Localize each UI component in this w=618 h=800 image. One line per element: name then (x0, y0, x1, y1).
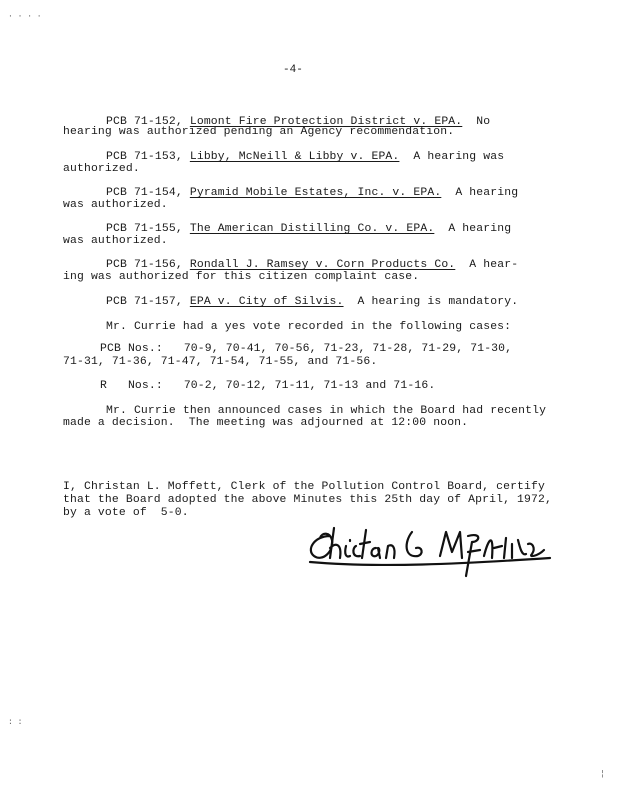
certification-text: I, Christan L. Moffett, Clerk of the Pollution Control Board, certify (63, 481, 545, 493)
case-entry-continuation: ing was authorized for this citizen complaint case. (63, 271, 420, 283)
case-entry-line (106, 151, 504, 164)
closing-paragraph: Mr. Currie then announced cases in which the Board had recently (106, 405, 547, 417)
vote-intro: Mr. Currie had a yes vote recorded in the following cases: (106, 321, 512, 333)
case-entry-line (106, 187, 518, 200)
case-entry-continuation: hearing was authorized pending an Agency recommendation. (63, 126, 455, 138)
certification-text: that the Board adopted the above Minutes this 25th day of April, 1972, (63, 494, 552, 506)
case-entry-continuation: authorized. (63, 163, 140, 175)
pcb-case-list-continuation: 71-31, 71-36, 71-47, 71-54, 71-55, and 71-56. (63, 356, 378, 368)
case-note: No (476, 116, 491, 128)
case-entry-continuation: was authorized. (63, 235, 168, 247)
certification-text: by a vote of 5-0. (63, 507, 189, 519)
case-title: EPA v. City of Silvis. (189, 296, 344, 308)
scan-speck: ¦ (600, 770, 605, 779)
clerk-signature (300, 518, 575, 578)
case-title: Libby, McNeill & Libby v. EPA. (189, 151, 400, 163)
case-note: A hear- (469, 259, 519, 271)
case-note: A hearing (448, 223, 512, 235)
case-entry-continuation: was authorized. (63, 199, 168, 211)
page-number: -4- (283, 64, 303, 76)
case-number: PCB 71-155, (106, 223, 183, 235)
scan-speck: · · · · (8, 12, 42, 21)
case-note: A hearing was (413, 151, 505, 163)
case-title: Lomont Fire Protection District v. EPA. (189, 116, 463, 128)
case-number: PCB 71-154, (106, 187, 183, 199)
case-title: Pyramid Mobile Estates, Inc. v. EPA. (189, 187, 442, 199)
case-note: A hearing (455, 187, 519, 199)
case-number: PCB 71-152, (106, 116, 183, 128)
scan-speck: : : (8, 718, 23, 727)
r-case-list: R Nos.: 70-2, 70-12, 71-11, 71-13 and 71-16. (100, 380, 436, 392)
case-number: PCB 71-156, (106, 259, 183, 271)
case-number: PCB 71-153, (106, 151, 183, 163)
pcb-case-list: PCB Nos.: 70-9, 70-41, 70-56, 71-23, 71-28, 71-29, 71-30, (100, 343, 513, 355)
closing-paragraph-continuation: made a decision. The meeting was adjourned at 12:00 noon. (63, 417, 469, 429)
case-number: PCB 71-157, (106, 296, 183, 308)
case-title: Rondall J. Ramsey v. Corn Products Co. (189, 259, 456, 271)
case-title: The American Distilling Co. v. EPA. (189, 223, 435, 235)
case-entry-line (106, 296, 518, 309)
case-note: A hearing is mandatory. (357, 296, 519, 308)
